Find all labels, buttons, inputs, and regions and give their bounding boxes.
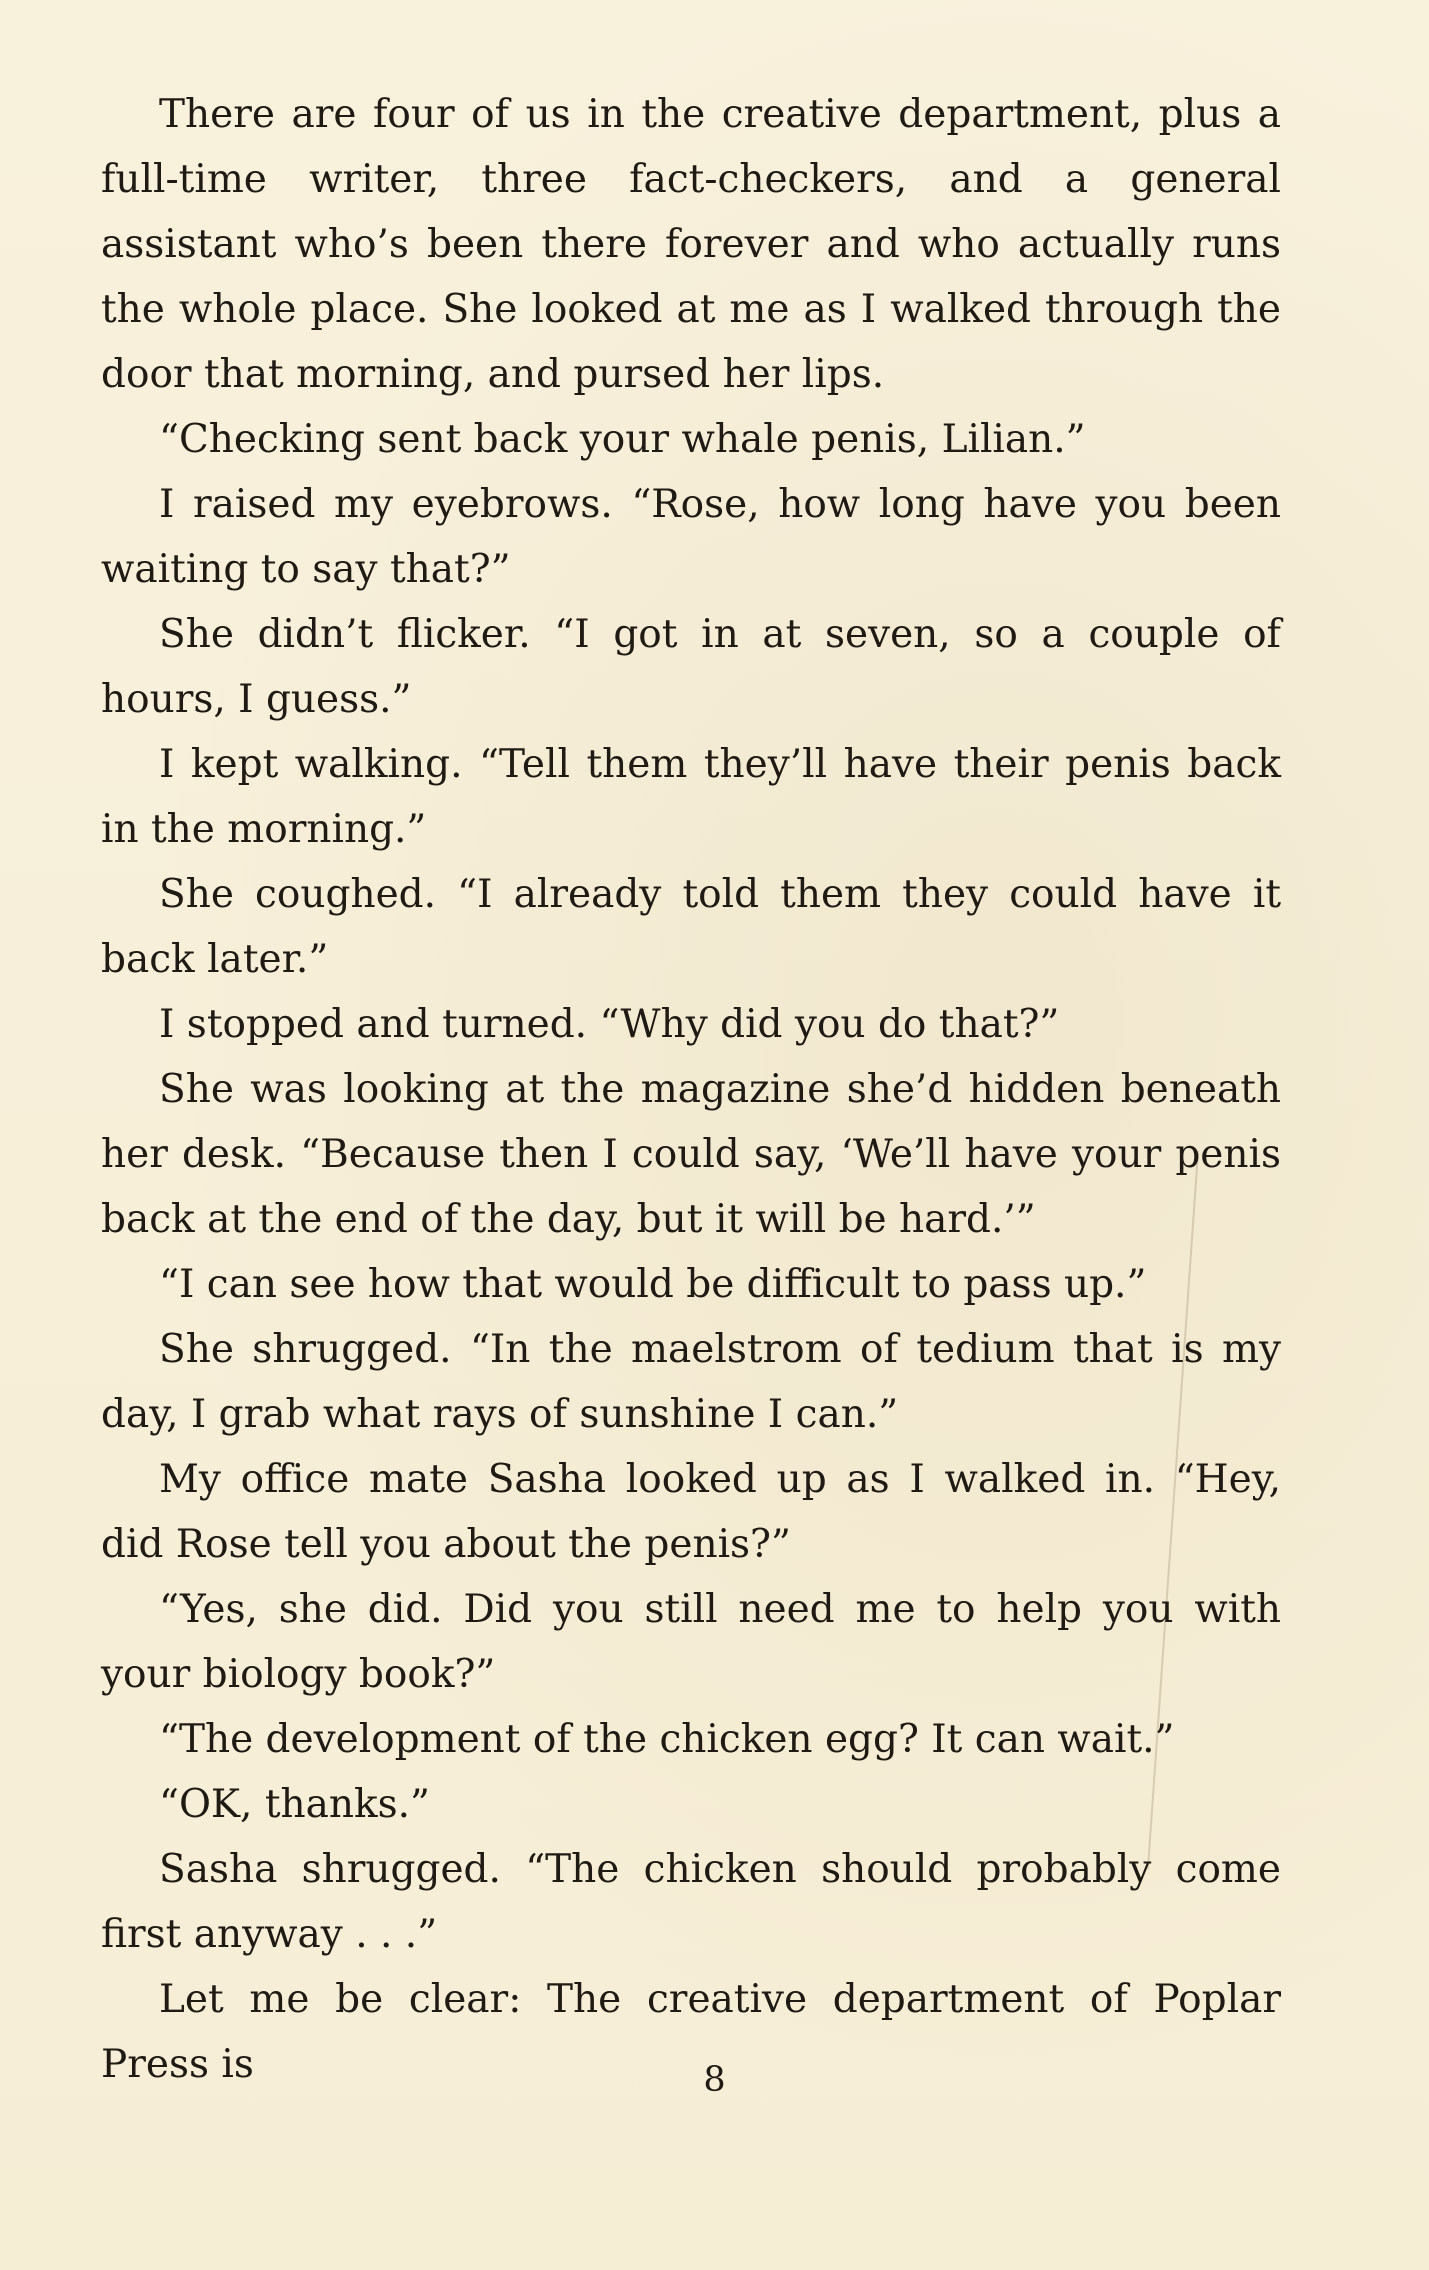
paragraph: My office mate Sasha looked up as I walked in. “Hey, did Rose tell you about the penis?” — [101, 1457, 1281, 1567]
paragraph: I stopped and turned. “Why did you do that?” — [159, 1002, 1060, 1047]
paragraph: She was looking at the magazine she’d hidden beneath her desk. “Because then I could say, ‘We’ll have your penis back at the end of the day, but it will be hard.’” — [101, 1067, 1281, 1242]
paragraph: Let me be clear: The creative department of Poplar Press is — [101, 1977, 1281, 2087]
page-number: 8 — [703, 2060, 726, 2100]
body-text — [101, 82, 1281, 2097]
paragraph: I raised my eyebrows. “Rose, how long have you been waiting to say that?” — [101, 482, 1281, 592]
paragraph: Sasha shrugged. “The chicken should probably come first anyway . . .” — [101, 1847, 1281, 1957]
paragraph: “The development of the chicken egg? It can wait.” — [159, 1717, 1175, 1762]
paragraph: I kept walking. “Tell them they’ll have their penis back in the morning.” — [101, 742, 1281, 852]
paragraph: “I can see how that would be difficult to pass up.” — [159, 1262, 1147, 1307]
paragraph: “Yes, she did. Did you still need me to help you with your biology book?” — [101, 1587, 1281, 1697]
paragraph: She coughed. “I already told them they could have it back later.” — [101, 872, 1281, 982]
paragraph: “OK, thanks.” — [159, 1782, 430, 1827]
paragraph: She shrugged. “In the maelstrom of tedium that is my day, I grab what rays of sunshine I can.” — [101, 1327, 1281, 1437]
paragraph: There are four of us in the creative department, plus a full-time writer, three fact-checkers, and a general assistant who’s been there forever and who actually runs the whole place. She looked at me as I walked through the door that morning, and pursed her lips. — [101, 92, 1281, 397]
paragraph: “Checking sent back your whale penis, Lilian.” — [159, 417, 1086, 462]
paragraph: She didn’t flicker. “I got in at seven, so a couple of hours, I guess.” — [101, 612, 1281, 722]
